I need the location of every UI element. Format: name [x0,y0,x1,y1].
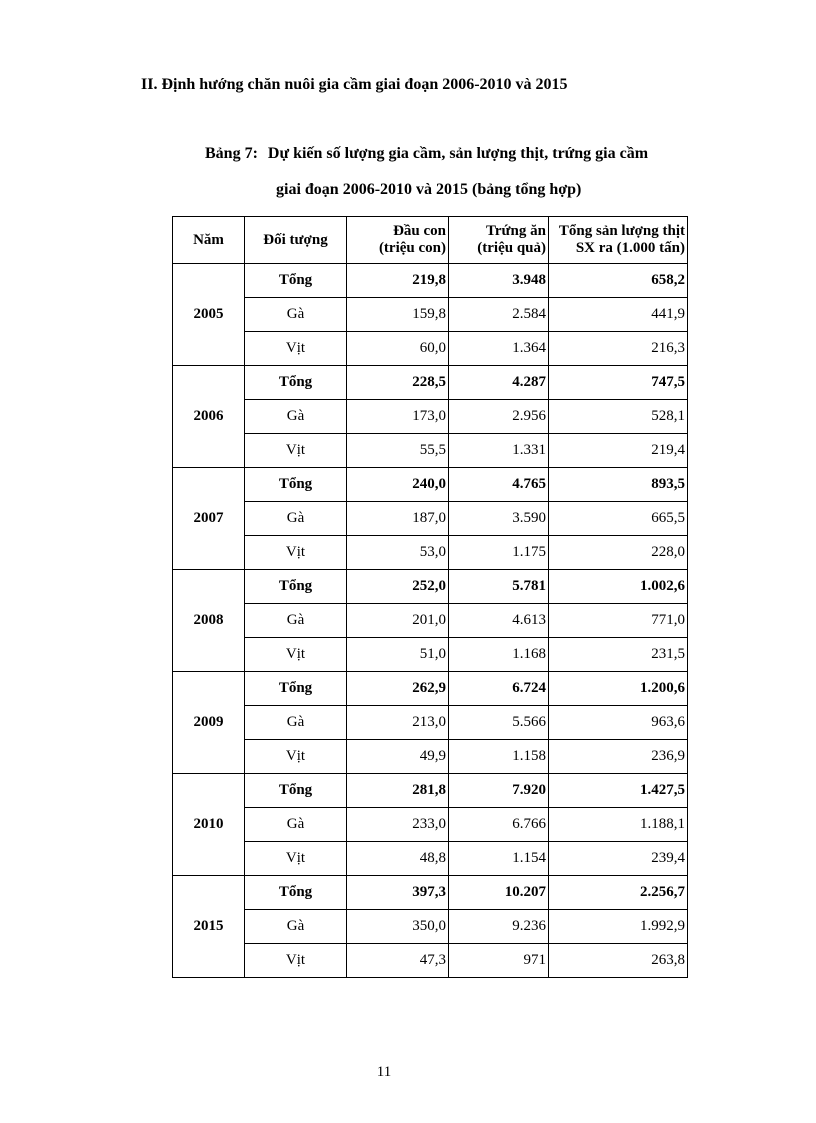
year-cell: 2006 [173,366,245,468]
poultry-forecast-table [172,216,688,978]
object-cell: Tổng [245,672,347,706]
header-meat [549,217,688,264]
meat-cell: 236,9 [549,740,688,774]
table-body [173,264,688,978]
page-number: 11 [376,1064,392,1080]
meat-cell: 231,5 [549,638,688,672]
table-row [173,264,688,298]
table-row [173,638,688,672]
eggs-cell: 3.590 [449,502,549,536]
heads-cell: 252,0 [347,570,449,604]
object-cell: Tổng [245,264,347,298]
object-cell: Vịt [245,842,347,876]
meat-cell: 228,0 [549,536,688,570]
object-cell: Vịt [245,944,347,978]
object-cell: Vịt [245,536,347,570]
heads-cell: 47,3 [347,944,449,978]
object-cell: Tổng [245,774,347,808]
object-cell: Tổng [245,468,347,502]
object-cell: Gà [245,400,347,434]
table-row [173,434,688,468]
meat-cell: 239,4 [549,842,688,876]
object-cell: Gà [245,604,347,638]
table-row [173,298,688,332]
meat-cell: 1.002,6 [549,570,688,604]
table-row [173,366,688,400]
meat-cell: 665,5 [549,502,688,536]
eggs-cell: 6.724 [449,672,549,706]
table-caption-line2: giai đoạn 2006-2010 và 2015 (bảng tổng hợp) [276,181,582,198]
table-row [173,672,688,706]
table-header-row [173,217,688,264]
heads-cell: 240,0 [347,468,449,502]
table-row [173,774,688,808]
meat-cell: 963,6 [549,706,688,740]
meat-cell: 747,5 [549,366,688,400]
eggs-cell: 4.765 [449,468,549,502]
heads-cell: 201,0 [347,604,449,638]
heads-cell: 55,5 [347,434,449,468]
meat-cell: 893,5 [549,468,688,502]
header-heads-line1: Đầu con [393,223,446,239]
header-meat-line2: SX ra (1.000 tấn) [575,240,685,256]
header-eggs-line1: Trứng ăn [486,223,546,239]
eggs-cell: 2.956 [449,400,549,434]
heads-cell: 233,0 [347,808,449,842]
header-year: Năm [173,217,245,264]
heads-cell: 350,0 [347,910,449,944]
table-row [173,468,688,502]
object-cell: Tổng [245,876,347,910]
year-cell: 2015 [173,876,245,978]
eggs-cell: 1.154 [449,842,549,876]
eggs-cell: 4.287 [449,366,549,400]
header-object: Đối tượng [245,217,347,264]
meat-cell: 263,8 [549,944,688,978]
object-cell: Gà [245,910,347,944]
table-row [173,876,688,910]
heads-cell: 173,0 [347,400,449,434]
header-meat-line1: Tổng sản lượng thịt [558,223,685,239]
meat-cell: 1.992,9 [549,910,688,944]
year-cell: 2007 [173,468,245,570]
table-row [173,808,688,842]
eggs-cell: 9.236 [449,910,549,944]
table-row [173,570,688,604]
heads-cell: 60,0 [347,332,449,366]
eggs-cell: 1.158 [449,740,549,774]
heads-cell: 219,8 [347,264,449,298]
table-row [173,502,688,536]
table-row [173,536,688,570]
table-row [173,944,688,978]
meat-cell: 658,2 [549,264,688,298]
heads-cell: 48,8 [347,842,449,876]
year-cell: 2009 [173,672,245,774]
header-eggs-line2: (triệu quả) [477,240,546,256]
year-cell: 2005 [173,264,245,366]
object-cell: Tổng [245,570,347,604]
heads-cell: 397,3 [347,876,449,910]
meat-cell: 1.188,1 [549,808,688,842]
header-heads [347,217,449,264]
header-heads-line2: (triệu con) [378,240,446,256]
eggs-cell: 3.948 [449,264,549,298]
table-row [173,740,688,774]
meat-cell: 771,0 [549,604,688,638]
object-cell: Vịt [245,638,347,672]
object-cell: Gà [245,808,347,842]
object-cell: Gà [245,706,347,740]
heads-cell: 262,9 [347,672,449,706]
heads-cell: 187,0 [347,502,449,536]
meat-cell: 2.256,7 [549,876,688,910]
eggs-cell: 1.364 [449,332,549,366]
heads-cell: 49,9 [347,740,449,774]
heads-cell: 213,0 [347,706,449,740]
section-heading: II. Định hướng chăn nuôi gia cầm giai đoạn 2006-2010 và 2015 [141,76,568,93]
heads-cell: 53,0 [347,536,449,570]
eggs-cell: 1.175 [449,536,549,570]
header-eggs [449,217,549,264]
eggs-cell: 10.207 [449,876,549,910]
year-cell: 2008 [173,570,245,672]
table-caption [205,145,648,163]
eggs-cell: 1.331 [449,434,549,468]
object-cell: Vịt [245,332,347,366]
eggs-cell: 4.613 [449,604,549,638]
table-row [173,400,688,434]
heads-cell: 281,8 [347,774,449,808]
meat-cell: 216,3 [549,332,688,366]
table-caption-line1: Dự kiến số lượng gia cầm, sản lượng thịt, trứng gia cầm [267,145,649,162]
eggs-cell: 6.766 [449,808,549,842]
object-cell: Tổng [245,366,347,400]
object-cell: Vịt [245,434,347,468]
meat-cell: 528,1 [549,400,688,434]
table-caption-label: Bảng 7: [205,145,258,162]
eggs-cell: 1.168 [449,638,549,672]
eggs-cell: 5.566 [449,706,549,740]
table-row [173,910,688,944]
table-row [173,604,688,638]
table-row [173,842,688,876]
meat-cell: 441,9 [549,298,688,332]
heads-cell: 51,0 [347,638,449,672]
object-cell: Gà [245,502,347,536]
eggs-cell: 971 [449,944,549,978]
eggs-cell: 5.781 [449,570,549,604]
object-cell: Gà [245,298,347,332]
heads-cell: 159,8 [347,298,449,332]
table-row [173,332,688,366]
eggs-cell: 2.584 [449,298,549,332]
object-cell: Vịt [245,740,347,774]
meat-cell: 1.200,6 [549,672,688,706]
heads-cell: 228,5 [347,366,449,400]
table-row [173,706,688,740]
meat-cell: 219,4 [549,434,688,468]
eggs-cell: 7.920 [449,774,549,808]
year-cell: 2010 [173,774,245,876]
meat-cell: 1.427,5 [549,774,688,808]
